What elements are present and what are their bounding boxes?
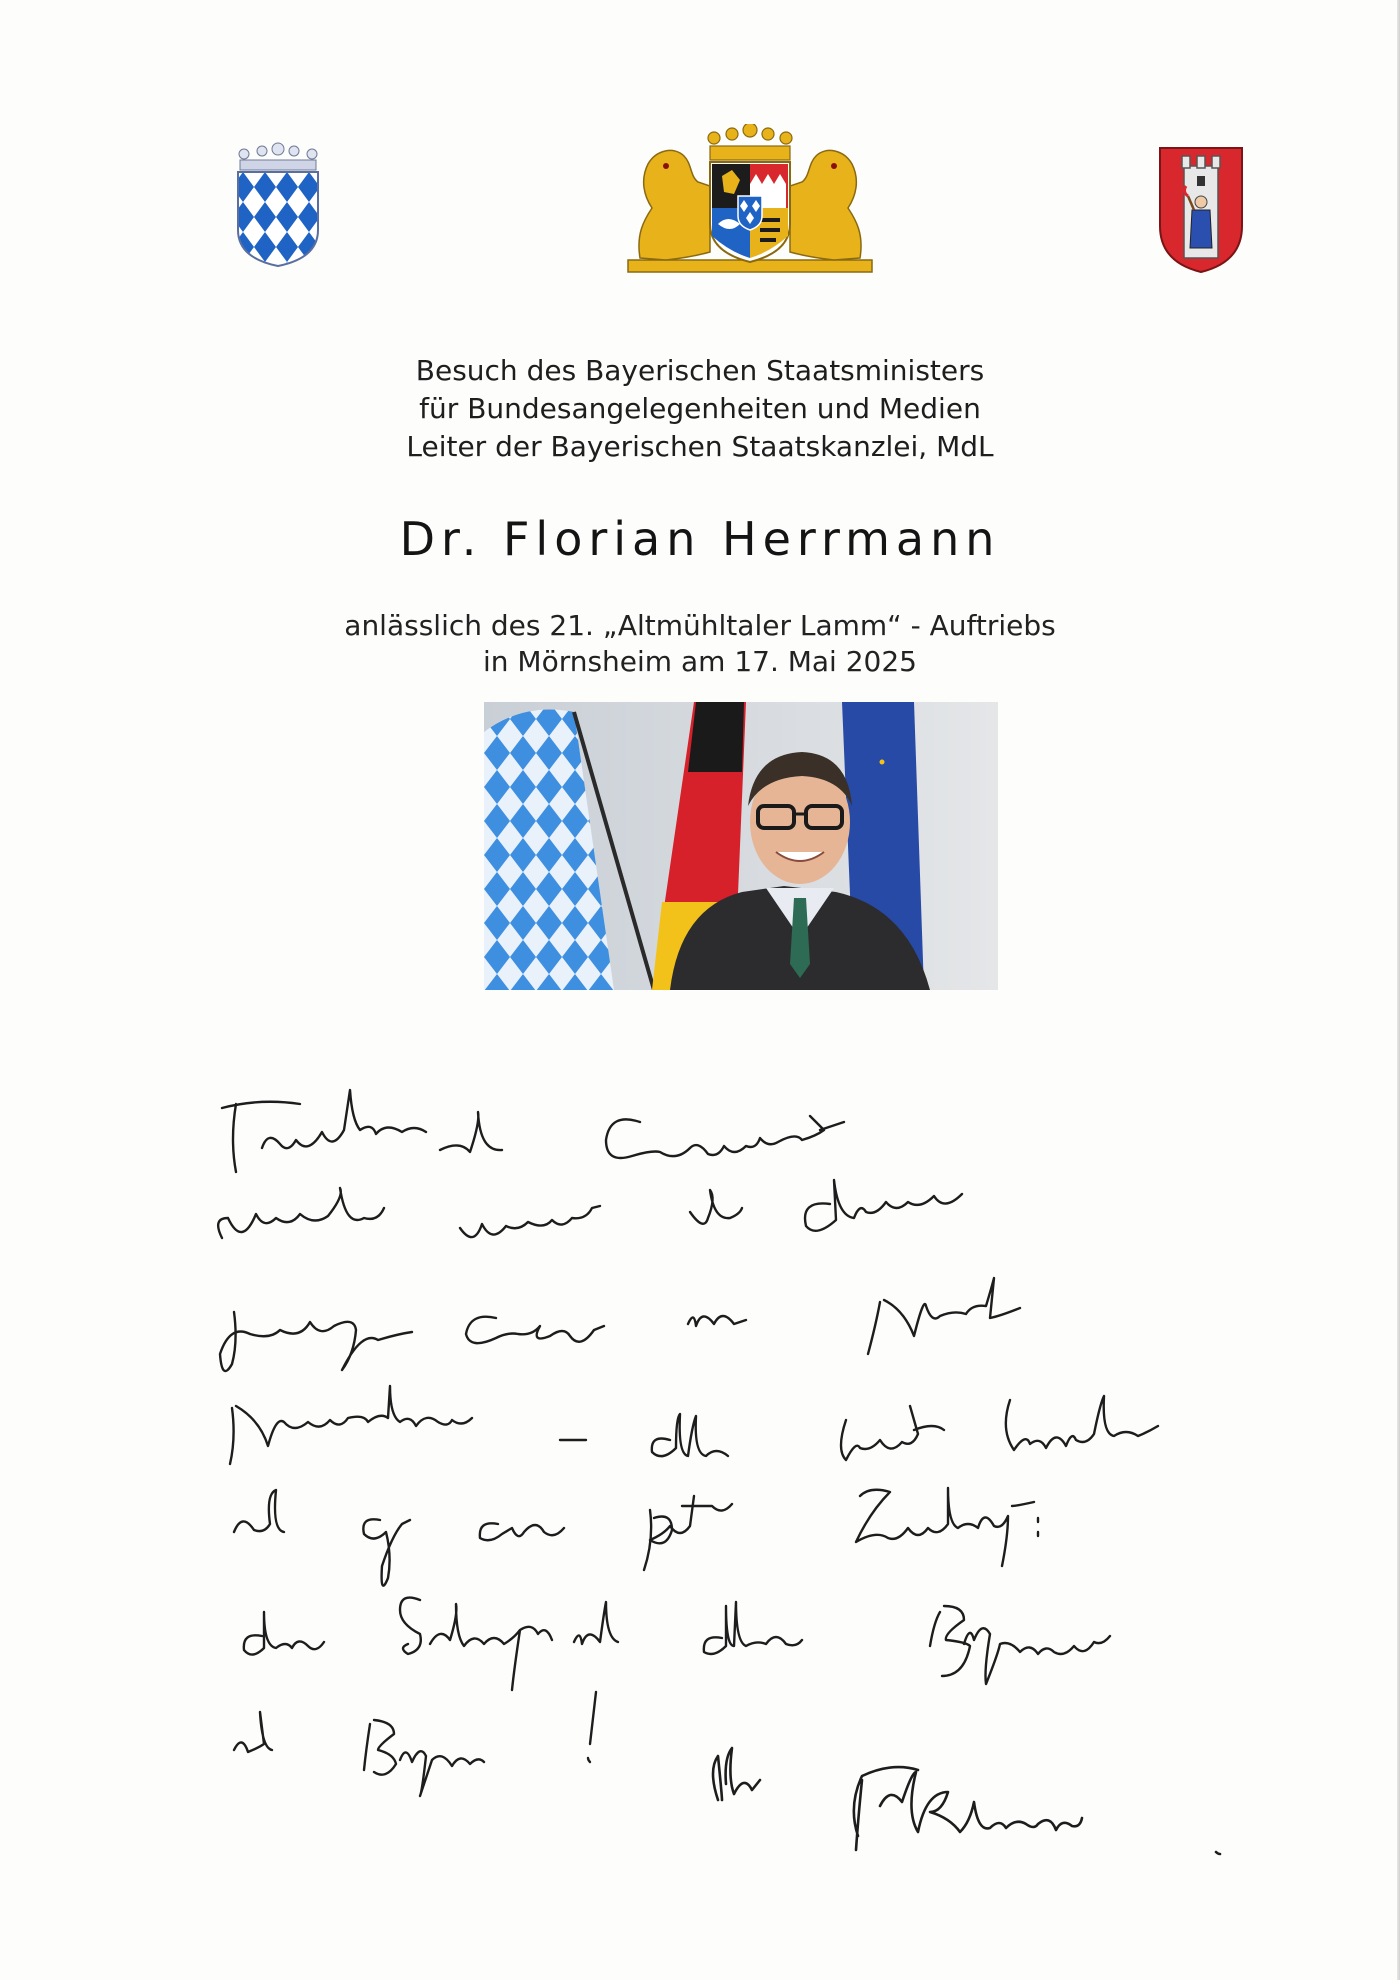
visit-line: Besuch des Bayerischen Staatsministers [415,354,985,387]
occasion-block [0,608,1400,680]
minister-name: Dr. Florian Herrmann [399,512,1001,566]
minister-portrait-photo [484,702,998,990]
bavarian-coat-of-arms-icon [626,124,874,276]
bavarian-lozenge-shield-icon [232,142,324,268]
visit-title-block [0,352,1400,466]
visit-line: für Bundesangelegenheiten und Medien [419,392,981,425]
occasion-line: anlässlich des 21. „Altmühltaler Lamm“ - Auftriebs [344,609,1056,642]
visit-line: Leiter der Bayerischen Staatskanzlei, MdL [406,430,994,463]
occasion-line: in Mörnsheim am 17. Mai 2025 [482,645,917,678]
moernsheim-town-arms-icon [1156,144,1246,276]
handwritten-message [0,1040,1400,1940]
